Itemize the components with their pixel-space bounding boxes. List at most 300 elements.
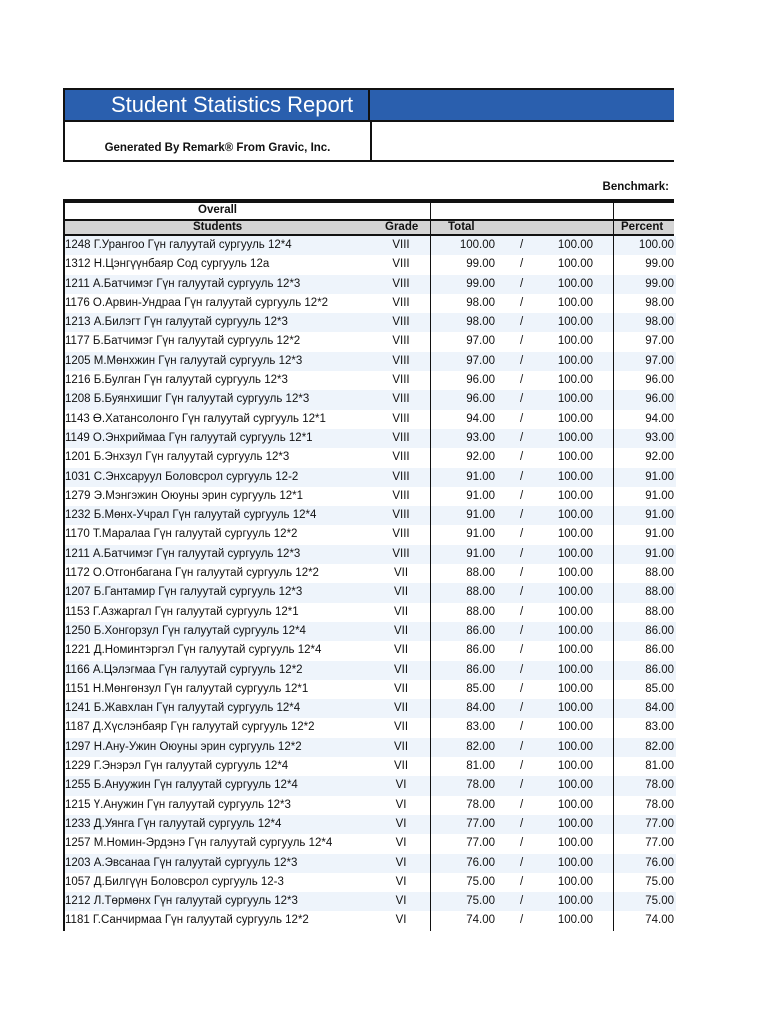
total-score-cell: 86.00 [466, 644, 495, 657]
total-score-cell: 98.00 [466, 296, 495, 309]
score-separator: / [520, 258, 524, 271]
grade-cell: VIII [392, 277, 410, 290]
student-name-cell: 1205 М.Мөнхжин Гүн галуутай сургууль 12*3 [65, 354, 303, 367]
column-divider [430, 390, 431, 409]
table-row [65, 294, 676, 313]
table-row [65, 371, 676, 390]
column-divider [613, 410, 614, 429]
score-separator: / [520, 914, 524, 927]
total-score-cell: 88.00 [466, 586, 495, 599]
column-divider [613, 892, 614, 911]
column-divider [613, 776, 614, 795]
total-score-cell: 96.00 [466, 393, 495, 406]
student-name-cell: 1229 Г.Энэрэл Гүн галуутай сургууль 12*4 [65, 760, 289, 773]
student-name-cell: 1257 М.Номин-Эрдэнэ Гүн галуутай сургууль 12*4 [65, 837, 333, 850]
score-separator: / [520, 509, 524, 522]
score-separator: / [520, 779, 524, 792]
max-score-cell: 100.00 [557, 740, 593, 753]
table-row [65, 236, 676, 255]
grade-cell: VII [393, 605, 409, 618]
grade-cell: VIII [392, 547, 410, 560]
percent-cell: 98.00 [645, 296, 674, 309]
max-score-cell: 100.00 [557, 547, 593, 560]
column-divider [430, 371, 431, 390]
max-score-cell: 100.00 [557, 258, 593, 271]
percent-cell: 76.00 [645, 856, 674, 869]
total-score-cell: 78.00 [466, 779, 495, 792]
max-score-cell: 100.00 [557, 586, 593, 599]
student-name-cell: 1177 Б.Батчимэг Гүн галуутай сургууль 12*2 [65, 335, 301, 348]
max-score-cell: 100.00 [557, 489, 593, 502]
grade-cell: VIII [392, 316, 410, 329]
column-divider [430, 873, 431, 892]
max-score-cell: 100.00 [557, 663, 593, 676]
table-row [65, 641, 676, 660]
column-divider [613, 815, 614, 834]
column-divider [613, 834, 614, 853]
grade-cell: VI [395, 779, 407, 792]
column-divider [430, 332, 431, 351]
student-name-cell: 1208 Б.Буянхишиг Гүн галуутай сургууль 12*3 [65, 393, 310, 406]
student-name-cell: 1233 Д.Уянга Гүн галуутай сургууль 12*4 [65, 817, 282, 830]
student-name-cell: 1201 Б.Энхзул Гүн галуутай сургууль 12*3 [65, 451, 290, 464]
table-row [65, 352, 676, 371]
column-divider [613, 468, 614, 487]
percent-cell: 83.00 [645, 721, 674, 734]
grade-cell: VIII [392, 354, 410, 367]
column-divider [430, 815, 431, 834]
table-row [65, 757, 676, 776]
percent-cell: 86.00 [645, 663, 674, 676]
column-divider [613, 275, 614, 294]
total-score-cell: 75.00 [466, 895, 495, 908]
column-divider [430, 255, 431, 274]
score-separator: / [520, 547, 524, 560]
score-separator: / [520, 374, 524, 387]
column-divider [430, 352, 431, 371]
percent-cell: 77.00 [645, 837, 674, 850]
score-separator: / [520, 470, 524, 483]
score-separator: / [520, 316, 524, 329]
max-score-cell: 100.00 [557, 316, 593, 329]
percent-cell: 75.00 [645, 875, 674, 888]
total-score-cell: 76.00 [466, 856, 495, 869]
max-score-cell: 100.00 [557, 296, 593, 309]
score-separator: / [520, 451, 524, 464]
column-divider [430, 892, 431, 911]
max-score-cell: 100.00 [557, 528, 593, 541]
table-row [65, 911, 676, 930]
table-group-header [63, 199, 674, 219]
grade-cell: VIII [392, 374, 410, 387]
max-score-cell: 100.00 [557, 374, 593, 387]
score-separator: / [520, 354, 524, 367]
column-divider [613, 680, 614, 699]
column-divider [613, 873, 614, 892]
student-name-cell: 1149 О.Энхриймаа Гүн галуутай сургууль 12*1 [65, 431, 313, 444]
percent-cell: 96.00 [645, 393, 674, 406]
student-name-cell: 1232 Б.Мөнх-Учрал Гүн галуутай сургууль 12*4 [65, 509, 317, 522]
percent-cell: 75.00 [645, 895, 674, 908]
table-row [65, 699, 676, 718]
table-row [65, 429, 676, 448]
grade-cell: VI [395, 895, 407, 908]
score-separator: / [520, 412, 524, 425]
column-divider [613, 603, 614, 622]
total-score-cell: 98.00 [466, 316, 495, 329]
percent-cell: 77.00 [645, 817, 674, 830]
grade-cell: VII [393, 644, 409, 657]
column-divider [430, 275, 431, 294]
column-divider [613, 294, 614, 313]
table-row [65, 448, 676, 467]
grade-cell: VI [395, 856, 407, 869]
column-divider [613, 255, 614, 274]
max-score-cell: 100.00 [557, 605, 593, 618]
column-divider [430, 564, 431, 583]
column-divider [430, 699, 431, 718]
percent-cell: 91.00 [645, 489, 674, 502]
grade-cell: VI [395, 875, 407, 888]
max-score-cell: 100.00 [557, 277, 593, 290]
percent-cell: 78.00 [645, 798, 674, 811]
grade-cell: VII [393, 682, 409, 695]
student-name-cell: 1181 Г.Санчирмаа Гүн галуутай сургууль 12*2 [65, 914, 309, 927]
grade-cell: VII [393, 567, 409, 580]
total-score-cell: 93.00 [466, 431, 495, 444]
student-name-cell: 1216 Б.Булган Гүн галуутай сургууль 12*3 [65, 374, 288, 387]
grade-cell: VII [393, 663, 409, 676]
max-score-cell: 100.00 [557, 431, 593, 444]
total-score-cell: 91.00 [466, 489, 495, 502]
grade-cell: VIII [392, 431, 410, 444]
grade-cell: VII [393, 586, 409, 599]
grade-cell: VII [393, 702, 409, 715]
max-score-cell: 100.00 [557, 798, 593, 811]
total-score-cell: 84.00 [466, 702, 495, 715]
table-row [65, 776, 676, 795]
score-separator: / [520, 567, 524, 580]
column-divider [613, 429, 614, 448]
total-score-cell: 85.00 [466, 682, 495, 695]
percent-cell: 78.00 [645, 779, 674, 792]
grade-cell: VIII [392, 528, 410, 541]
table-row [65, 873, 676, 892]
total-score-cell: 96.00 [466, 374, 495, 387]
column-divider [613, 236, 614, 255]
column-divider [430, 603, 431, 622]
report-subtitle: Generated By Remark® From Gravic, Inc. [63, 122, 372, 162]
column-divider [430, 221, 431, 234]
table-header [63, 219, 674, 236]
column-divider [613, 506, 614, 525]
column-divider [430, 718, 431, 737]
total-score-cell: 91.00 [466, 547, 495, 560]
student-name-cell: 1248 Г.Урангоо Гүн галуутай сургууль 12*4 [65, 239, 292, 251]
table-row [65, 390, 676, 409]
student-name-cell: 1255 Б.Ануужин Гүн галуутай сургууль 12*4 [65, 779, 298, 792]
column-divider [430, 410, 431, 429]
column-divider [430, 448, 431, 467]
student-table-body [63, 236, 676, 931]
table-row [65, 680, 676, 699]
column-divider [613, 221, 614, 234]
max-score-cell: 100.00 [557, 875, 593, 888]
grade-cell: VII [393, 760, 409, 773]
student-name-cell: 1212 Л.Төрмөнх Гүн галуутай сургууль 12*3 [65, 895, 298, 908]
grade-cell: VIII [392, 509, 410, 522]
total-score-cell: 99.00 [466, 277, 495, 290]
grade-cell: VIII [392, 412, 410, 425]
score-separator: / [520, 431, 524, 444]
score-separator: / [520, 702, 524, 715]
total-score-cell: 91.00 [466, 528, 495, 541]
percent-cell: 97.00 [645, 354, 674, 367]
score-separator: / [520, 721, 524, 734]
column-divider [613, 332, 614, 351]
total-score-cell: 74.00 [466, 914, 495, 927]
percent-cell: 94.00 [645, 412, 674, 425]
column-divider [613, 738, 614, 757]
max-score-cell: 100.00 [557, 895, 593, 908]
percent-cell: 86.00 [645, 644, 674, 657]
student-name-cell: 1241 Б.Жавхлан Гүн галуутай сургууль 12*4 [65, 702, 301, 715]
percent-cell: 82.00 [645, 740, 674, 753]
column-divider [430, 757, 431, 776]
total-score-cell: 92.00 [466, 451, 495, 464]
total-score-cell: 86.00 [466, 624, 495, 637]
table-row [65, 622, 676, 641]
column-divider [613, 583, 614, 602]
grade-cell: VIII [392, 470, 410, 483]
max-score-cell: 100.00 [557, 451, 593, 464]
column-divider [613, 487, 614, 506]
total-score-cell: 82.00 [466, 740, 495, 753]
score-separator: / [520, 239, 524, 251]
grade-cell: VIII [392, 451, 410, 464]
table-row [65, 834, 676, 853]
total-score-cell: 77.00 [466, 817, 495, 830]
table-row [65, 255, 676, 274]
max-score-cell: 100.00 [557, 779, 593, 792]
max-score-cell: 100.00 [557, 856, 593, 869]
score-separator: / [520, 489, 524, 502]
column-divider [430, 911, 431, 930]
max-score-cell: 100.00 [557, 239, 593, 251]
total-score-cell: 91.00 [466, 509, 495, 522]
column-divider [430, 429, 431, 448]
total-score-cell: 100.00 [459, 239, 495, 251]
column-divider [430, 661, 431, 680]
percent-cell: 91.00 [645, 547, 674, 560]
benchmark-label: Benchmark: [602, 181, 669, 193]
table-row [65, 564, 676, 583]
column-divider [613, 911, 614, 930]
column-divider [613, 390, 614, 409]
student-name-cell: 1207 Б.Гантамир Гүн галуутай сургууль 12*3 [65, 586, 303, 599]
max-score-cell: 100.00 [557, 470, 593, 483]
percent-cell: 92.00 [645, 451, 674, 464]
overall-label: Overall [198, 204, 237, 216]
column-divider [430, 236, 431, 255]
student-name-cell: 1057 Д.Билгүүн Боловсрол сургууль 12-3 [65, 875, 284, 888]
max-score-cell: 100.00 [557, 335, 593, 348]
grade-cell: VII [393, 624, 409, 637]
column-divider [613, 371, 614, 390]
max-score-cell: 100.00 [557, 624, 593, 637]
column-divider [613, 757, 614, 776]
percent-cell: 91.00 [645, 470, 674, 483]
report-title: Student Statistics Report [63, 88, 370, 122]
total-score-cell: 88.00 [466, 567, 495, 580]
percent-cell: 91.00 [645, 509, 674, 522]
student-name-cell: 1211 А.Батчимэг Гүн галуутай сургууль 12*3 [65, 277, 301, 290]
max-score-cell: 100.00 [557, 644, 593, 657]
total-score-cell: 78.00 [466, 798, 495, 811]
grade-cell: VII [393, 740, 409, 753]
column-divider [613, 352, 614, 371]
max-score-cell: 100.00 [557, 702, 593, 715]
student-name-cell: 1176 О.Арвин-Ундраа Гүн галуутай сургууль 12*2 [65, 296, 329, 309]
table-row [65, 583, 676, 602]
score-separator: / [520, 798, 524, 811]
grade-cell: VIII [392, 239, 410, 251]
student-name-cell: 1215 Ү.Анужин Гүн галуутай сургууль 12*3 [65, 798, 291, 811]
max-score-cell: 100.00 [557, 837, 593, 850]
column-divider [613, 313, 614, 332]
column-divider [430, 680, 431, 699]
percent-cell: 93.00 [645, 431, 674, 444]
grade-cell: VIII [392, 335, 410, 348]
column-divider [430, 641, 431, 660]
total-column-header: Total [448, 221, 475, 233]
max-score-cell: 100.00 [557, 509, 593, 522]
grade-cell: VIII [392, 258, 410, 271]
student-name-cell: 1187 Д.Хүслэнбаяр Гүн галуутай сургууль 12*2 [65, 721, 315, 734]
total-score-cell: 88.00 [466, 605, 495, 618]
percent-cell: 85.00 [645, 682, 674, 695]
percent-cell: 81.00 [645, 760, 674, 773]
table-row [65, 468, 676, 487]
max-score-cell: 100.00 [557, 567, 593, 580]
table-row [65, 854, 676, 873]
column-divider [613, 661, 614, 680]
score-separator: / [520, 393, 524, 406]
max-score-cell: 100.00 [557, 682, 593, 695]
percent-cell: 97.00 [645, 335, 674, 348]
percent-cell: 88.00 [645, 605, 674, 618]
column-divider [430, 583, 431, 602]
student-name-cell: 1297 Н.Ану-Ужин Оюуны эрин сургууль 12*2 [65, 740, 302, 753]
column-divider [613, 699, 614, 718]
student-name-cell: 1166 А.Цэлэгмаа Гүн галуутай сургууль 12*2 [65, 663, 303, 676]
table-row [65, 892, 676, 911]
student-name-cell: 1170 Т.Маралаа Гүн галуутай сургууль 12*2 [65, 528, 298, 541]
score-separator: / [520, 296, 524, 309]
max-score-cell: 100.00 [557, 914, 593, 927]
student-name-cell: 1213 А.Билэгт Гүн галуутай сургууль 12*3 [65, 316, 288, 329]
student-name-cell: 1143 Ө.Хатансолонго Гүн галуутай сургууль 12*1 [65, 412, 326, 425]
score-separator: / [520, 856, 524, 869]
grade-column-header: Grade [385, 221, 419, 233]
table-row [65, 525, 676, 544]
score-separator: / [520, 682, 524, 695]
percent-column-header: Percent [621, 221, 664, 233]
total-score-cell: 97.00 [466, 354, 495, 367]
column-divider [430, 294, 431, 313]
column-divider [430, 545, 431, 564]
percent-cell: 84.00 [645, 702, 674, 715]
student-name-cell: 1250 Б.Хонгорзул Гүн галуутай сургууль 12*4 [65, 624, 306, 637]
total-score-cell: 75.00 [466, 875, 495, 888]
total-score-cell: 77.00 [466, 837, 495, 850]
column-divider [430, 487, 431, 506]
column-divider [430, 525, 431, 544]
column-divider [430, 776, 431, 795]
grade-cell: VI [395, 914, 407, 927]
column-divider [613, 641, 614, 660]
column-divider [613, 203, 614, 219]
grade-cell: VIII [392, 393, 410, 406]
table-row [65, 738, 676, 757]
student-name-cell: 1279 Э.Мэнгэжин Оюуны эрин сургууль 12*1 [65, 489, 304, 502]
table-row [65, 410, 676, 429]
percent-cell: 91.00 [645, 528, 674, 541]
score-separator: / [520, 277, 524, 290]
column-divider [430, 313, 431, 332]
score-separator: / [520, 837, 524, 850]
percent-cell: 74.00 [645, 914, 674, 927]
student-name-cell: 1312 Н.Цэнгүүнбаяр Сод сургууль 12а [65, 258, 270, 271]
table-row [65, 603, 676, 622]
score-separator: / [520, 895, 524, 908]
column-divider [613, 796, 614, 815]
total-score-cell: 99.00 [466, 258, 495, 271]
percent-cell: 99.00 [645, 258, 674, 271]
student-name-cell: 1203 А.Эвсанаа Гүн галуутай сургууль 12*3 [65, 856, 298, 869]
subtitle-cell-extension [370, 122, 674, 162]
max-score-cell: 100.00 [557, 354, 593, 367]
percent-cell: 98.00 [645, 316, 674, 329]
table-row [65, 815, 676, 834]
score-separator: / [520, 528, 524, 541]
total-score-cell: 97.00 [466, 335, 495, 348]
percent-cell: 88.00 [645, 586, 674, 599]
column-divider [430, 738, 431, 757]
grade-cell: VI [395, 817, 407, 830]
grade-cell: VI [395, 837, 407, 850]
percent-cell: 100.00 [638, 239, 674, 251]
score-separator: / [520, 605, 524, 618]
table-row [65, 506, 676, 525]
student-name-cell: 1172 О.Отгонбагана Гүн галуутай сургууль 12*2 [65, 567, 319, 580]
student-name-cell: 1221 Д.Номинтэргэл Гүн галуутай сургууль 12*4 [65, 644, 322, 657]
percent-cell: 86.00 [645, 624, 674, 637]
column-divider [613, 564, 614, 583]
percent-cell: 88.00 [645, 567, 674, 580]
column-divider [430, 796, 431, 815]
column-divider [430, 203, 431, 219]
total-score-cell: 91.00 [466, 470, 495, 483]
total-score-cell: 81.00 [466, 760, 495, 773]
score-separator: / [520, 644, 524, 657]
score-separator: / [520, 875, 524, 888]
grade-cell: VII [393, 721, 409, 734]
column-divider [613, 622, 614, 641]
score-separator: / [520, 624, 524, 637]
total-score-cell: 94.00 [466, 412, 495, 425]
column-divider [613, 718, 614, 737]
